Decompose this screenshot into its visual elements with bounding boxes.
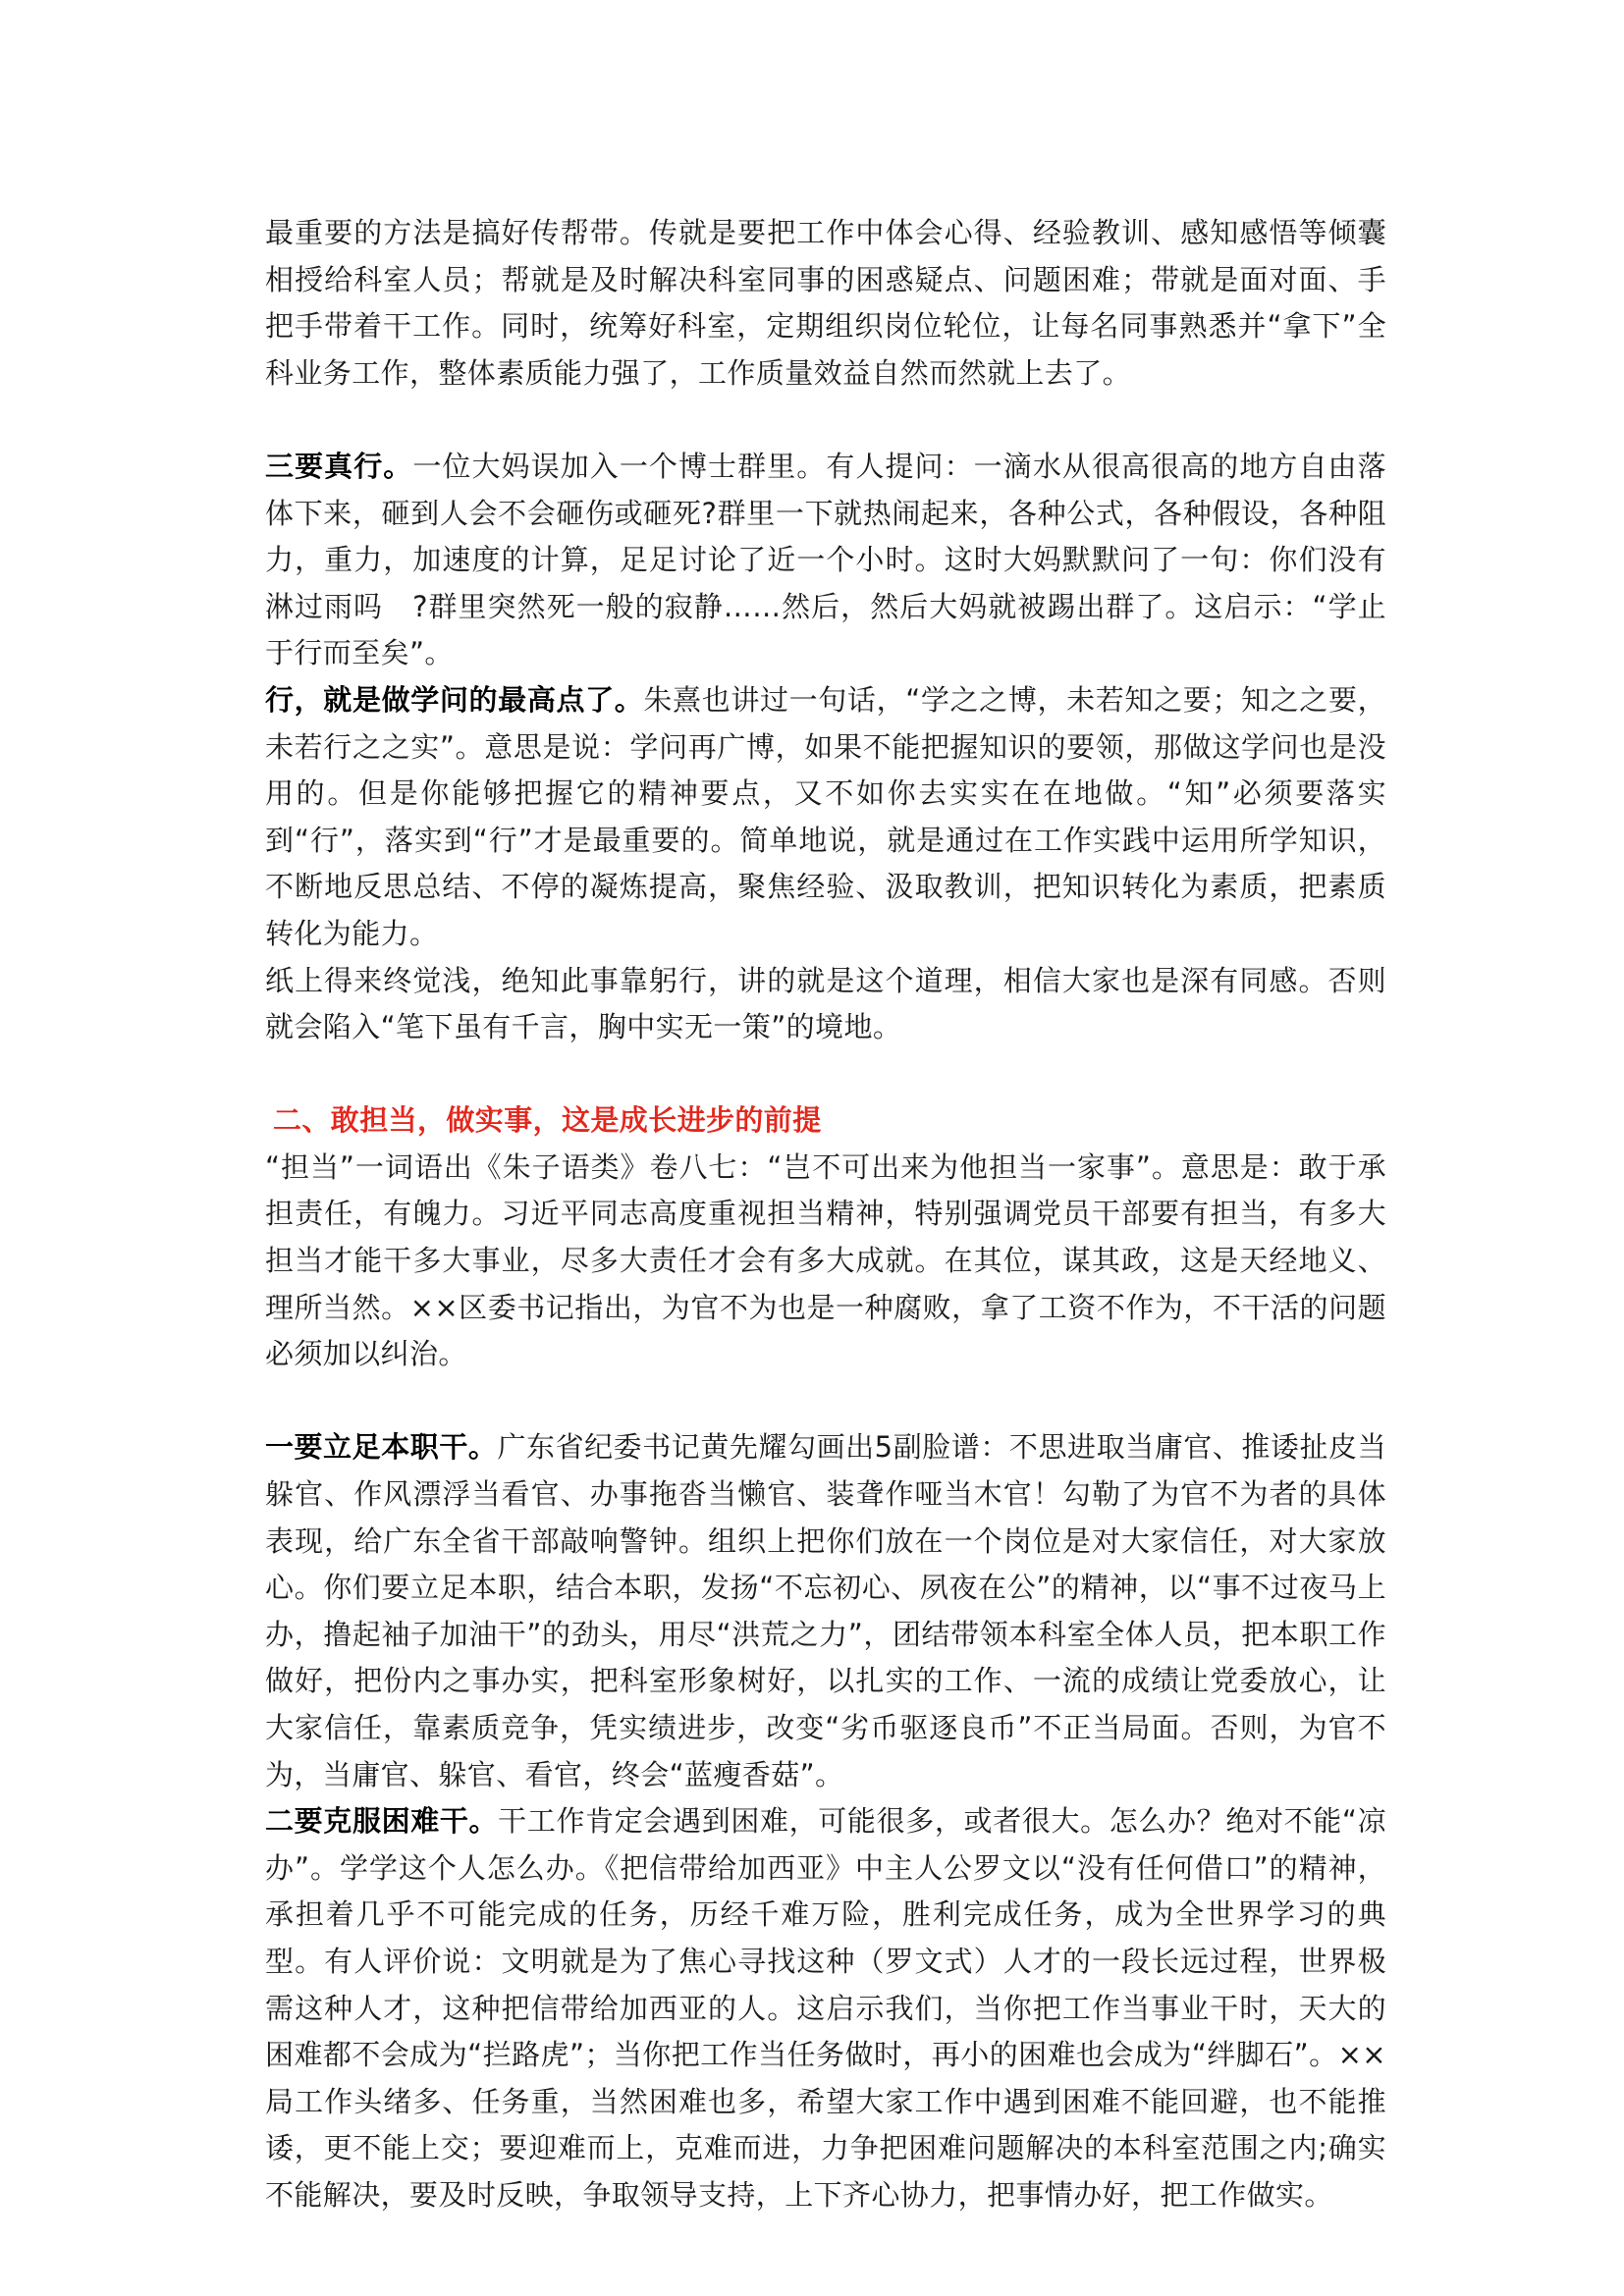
paragraph-gap <box>265 397 1386 444</box>
paragraph-knowledge-action <box>265 677 1386 958</box>
document-body <box>265 210 1386 2219</box>
paragraph-mentoring: 最重要的方法是搞好传帮带。传就是要把工作中体会心得、经验教训、感知感悟等倾囊相授给科室人员；帮就是及时解决科室同事的困惑疑点、问题困难；带就是面对面、手把手带着干工作。同时，统筹好科室，定期组织岗位轮位，让每名同事熟悉并“拿下”全科业务工作，整体素质能力强了，工作质量效益自然而然就上去了。 <box>265 216 1386 390</box>
paragraph-gap <box>265 1051 1386 1098</box>
paragraph-paper-knowledge: 纸上得来终觉浅，绝知此事靠躬行，讲的就是这个道理，相信大家也是深有同感。否则就会陷入“笔下虽有千言，胸中实无一策”的境地。 <box>265 963 1386 1044</box>
paragraph-text: 一位大妈误加入一个博士群里。有人提问：一滴水从很高很高的地方自由落体下来，砸到人会不会砸伤或砸死?群里一下就热闹起来，各种公式，各种假设，各种阻力，重力，加速度的计算，足足讨论了近一个小时。这时大妈默默问了一句：你们没有淋过雨吗 ?群里突然死一般的寂静……然后，然后大妈就被踢出群了。这启示：“学止于行而至矣”。 <box>265 449 1386 670</box>
paragraph-practice <box>265 444 1386 677</box>
paragraph-lead: 三要真行。 <box>265 449 413 483</box>
paragraph-text: 朱熹也讲过一句话，“学之之博，未若知之要；知之之要，未若行之之实”。意思是说：学问再广博，如果不能把握知识的要领，那做这学问也是没用的。但是你能够把握它的精神要点，又不如你去实实在在地做。“知”必须要落实到“行”，落实到“行”才是最重要的。简单地说，就是通过在工作实践中运用所学知识，不断地反思总结、不停的凝炼提高，聚焦经验、汲取教训，把知识转化为素质，把素质转化为能力。 <box>265 682 1386 950</box>
paragraph-overcome-difficulties <box>265 1798 1386 2218</box>
paragraph-responsibility: “担当”一词语出《朱子语类》卷八七：“岂不可出来为他担当一家事”。意思是：敢于承担责任，有魄力。习近平同志高度重视担当精神，特别强调党员干部要有担当，有多大担当才能干多大事业，尽多大责任才会有多大成就。在其位，谋其政，这是天经地义、理所当然。××区委书记指出，为官不为也是一种腐败，拿了工资不作为，不干活的问题必须加以纠治。 <box>265 1149 1386 1371</box>
paragraph-own-post <box>265 1424 1386 1798</box>
paragraph-text: 广东省纪委书记黄先耀勾画出5副脸谱：不思进取当庸官、推诿扯皮当躲官、作风漂浮当看官、办事拖沓当懒官、装聋作哑当木官！勾勒了为官不为者的具体表现，给广东全省干部敲响警钟。组织上把你们放在一个岗位是对大家信任，对大家放心。你们要立足本职，结合本职，发扬“不忘初心、夙夜在公”的精神，以“事不过夜马上办，撸起袖子加油干”的劲头，用尽“洪荒之力”，团结带领本科室全体人员，把本职工作做好，把份内之事办实，把科室形象树好，以扎实的工作、一流的成绩让党委放心，让大家信任，靠素质竞争，凭实绩进步，改变“劣币驱逐良币”不正当局面。否则，为官不为，当庸官、躲官、看官，终会“蓝瘦香菇”。 <box>265 1430 1386 1791</box>
paragraph-gap <box>265 1378 1386 1425</box>
paragraph-lead: 一要立足本职干。 <box>265 1430 498 1465</box>
paragraph-lead: 行，就是做学问的最高点了。 <box>265 682 644 717</box>
section-heading: 二、敢担当，做实事，这是成长进步的前提 <box>273 1103 822 1138</box>
paragraph-lead: 二要克服困难干。 <box>265 1804 499 1839</box>
paragraph-text: 干工作肯定会遇到困难，可能很多，或者很大。怎么办？绝对不能“凉办”。学学这个人怎么办。《把信带给加西亚》中主人公罗文以“没有任何借口”的精神，承担着几乎不可能完成的任务，历经千难万险，胜利完成任务，成为全世界学习的典型。有人评价说：文明就是为了焦心寻找这种（罗文式）人才的一段长远过程，世界极需这种人才，这种把信带给加西亚的人。这启示我们，当你把工作当事业干时，天大的困难都不会成为“拦路虎”；当你把工作当任务做时，再小的困难也会成为“绊脚石”。××局工作头绪多、任务重，当然困难也多，希望大家工作中遇到困难不能回避，也不能推诿，更不能上交；要迎难而上，克难而进，力争把困难问题解决的本科室范围之内;确实不能解决，要及时反映，争取领导支持，上下齐心协力，把事情办好，把工作做实。 <box>265 1804 1386 2212</box>
